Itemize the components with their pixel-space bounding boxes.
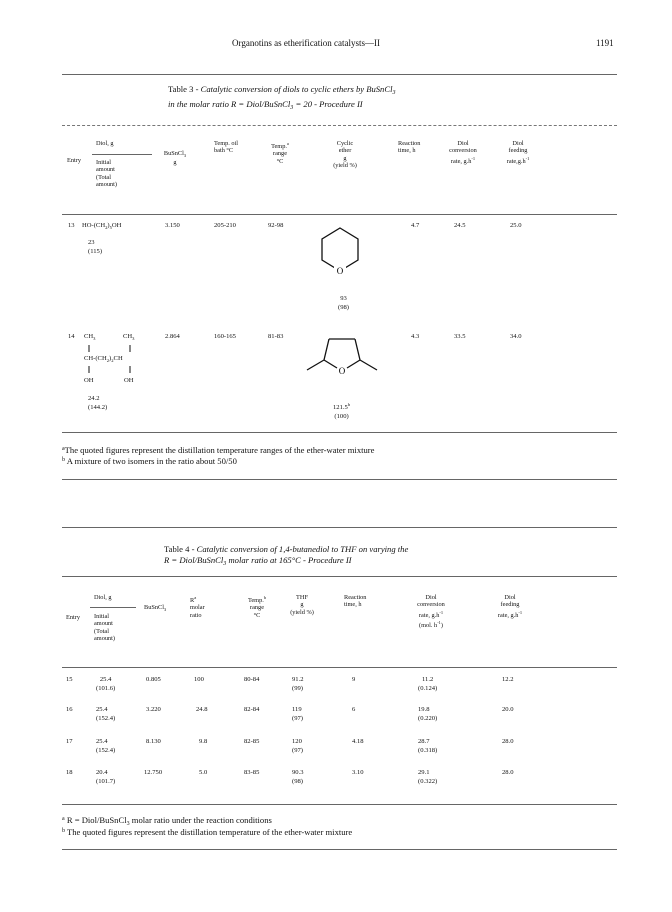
tetrahydropyran-structure [310, 222, 370, 286]
t3-header-entry: Entry [67, 157, 81, 164]
table3-caption [168, 84, 395, 114]
t3-footnote-b: $^b$ A mixture of two isomers in the ratio about 50/50 [62, 456, 237, 466]
t3-row13-conversion: 24.5 [454, 222, 466, 229]
t4-h-thf-3: (yield %) [290, 608, 314, 616]
t4-header-initial [94, 613, 115, 643]
thf-bond-right [355, 339, 360, 360]
t3-header-temp-oil: Temp. oil bath °C [214, 140, 239, 155]
t3-row14-entry: 14 [68, 333, 75, 340]
t4-row17-conv: 28.7 (0.318) [418, 738, 438, 754]
t3-row14-conversion: 33.5 [454, 333, 466, 340]
t4-header-temp: Temp.$^b$ range °C [247, 595, 267, 619]
t3-header-feeding: Diol feeding $rate,g.h^{-1}$ [506, 140, 530, 165]
t3-h-amount: amount [96, 166, 115, 174]
t4-row16-initial: 25.4 (152.4) [96, 706, 116, 722]
t4-row16-thf: 119 (97) [292, 706, 303, 722]
t3-row13-ether: 93 (98) [338, 295, 349, 311]
table4-caption-sub: 3 [223, 561, 227, 567]
t4-h-conv-4: (mol. h [419, 622, 438, 630]
t4-header-thf: THF g (yield %) [290, 594, 314, 616]
t4-bottom-rule [62, 804, 617, 805]
t4-header-diol: Diol, g [94, 594, 112, 601]
t4-h-total2: amount) [94, 635, 115, 643]
t3-header-temp-range: Temp.$^a$ range °C [271, 141, 289, 165]
t4-row16-r: 24.8 [196, 706, 208, 713]
t4-header-conversion: Diol conversion rate, $g.h^{-1}$ (mol. $h^{-1}$) [417, 594, 445, 630]
t4-row15-initial: 25.4 (101.6) [96, 676, 116, 692]
t4-row18-initial: 20.4 (101.7) [96, 769, 116, 785]
t4-row17-entry: 17 [66, 738, 73, 745]
t3-header-diol-underline [92, 154, 152, 155]
t4-row16-temp: 82-84 [244, 706, 260, 713]
t4-row18-busncl: 12.750 [144, 769, 163, 776]
t4-h-temp-3: °C [253, 611, 261, 619]
t4-row17-total: (152.4) [96, 747, 116, 754]
t4-h-r-3: ratio [190, 611, 202, 619]
t3-row14-feeding: 34.0 [510, 333, 522, 340]
t3-row14-time: 4.3 [411, 333, 420, 340]
t4-row18-conv-mol: (0.322) [418, 778, 438, 785]
methyl-left [307, 360, 324, 370]
t3-header-reaction: Reaction time, h [398, 140, 421, 155]
t3-h-reaction-2: time, h [398, 147, 416, 155]
t4-row18-entry: 18 [66, 769, 73, 776]
t3-row13-busncl: 3.150 [165, 222, 180, 229]
t4-row18-thf: 90.3 (98) [292, 769, 304, 785]
t4-row16-conv-mol: (0.220) [418, 715, 438, 722]
t3-row13-temp-oil: 205-210 [214, 222, 236, 229]
page-number: 1191 [596, 38, 614, 48]
t4-row15-temp: 80-84 [244, 676, 260, 683]
t4-header-r: $R^a$ molar ratio [190, 595, 205, 619]
t4-row15-conv: 11.2 (0.124) [418, 676, 438, 692]
t4-h-feed-2: feeding [500, 601, 520, 609]
t3-row14-initial: 24.2 (144.2) [88, 395, 108, 411]
t3-header-bottom-rule [62, 214, 617, 215]
t4-row18-r: 5.0 [199, 769, 208, 776]
t4-footnote-b: $^b$ The quoted figures represent the distillation temperature of the ether-water mixture [62, 827, 353, 837]
t4-h-total: (Total [94, 627, 109, 635]
t4-header-reaction: Reaction time, h [344, 594, 367, 609]
t4-end-rule [62, 849, 617, 850]
t3-h-temp-range-2: range [273, 150, 287, 158]
t4-row16-feed: 20.0 [502, 706, 514, 713]
t3-row14-total: (144.2) [88, 404, 108, 411]
t4-row17-feed: 28.0 [502, 738, 514, 745]
table4-caption-line1: - Catalytic conversion of 1,4-butanediol to THF on varying the [189, 544, 409, 554]
table4-header-top-rule [62, 576, 617, 577]
t3-header-cyclic: Cyclic ether g (yield %) [333, 140, 357, 170]
t4-row18-temp: 83-85 [244, 769, 260, 776]
t3-row14-oh-right: OH [124, 377, 134, 384]
table3-caption-sub2: 3 [290, 105, 294, 111]
t3-h-temp-range-3: °C [276, 157, 284, 165]
t4-h-temp-2: range [250, 604, 264, 612]
t3-h-conv-2: conversion [449, 147, 477, 155]
t3-row13-feeding: 25.0 [510, 222, 522, 229]
t4-row16-entry: 16 [66, 706, 73, 713]
t4-row15-time: 9 [352, 676, 356, 683]
running-title: Organotins as etherification catalysts—II [232, 38, 381, 48]
t4-header-bottom-rule [62, 667, 617, 668]
t3-row13-yield: (98) [338, 304, 349, 311]
t4-row15-conv-mol: (0.124) [418, 685, 438, 692]
dimethyl-tetrahydrofuran-structure [297, 332, 387, 382]
t3-h-feed-3: rate,g.h [506, 157, 526, 165]
t3-row14-temp-range: 81-83 [268, 333, 284, 340]
table3-top-rule [62, 74, 617, 75]
t4-row18-yield: (98) [292, 778, 303, 785]
t4-h-thf-2: g [300, 601, 304, 609]
t3-header-initial [96, 159, 117, 189]
table3-caption-line2-end: = 20 - Procedure II [293, 99, 363, 109]
thf-bond-lo [324, 360, 337, 368]
t4-h-conv-3: rate, g.h [418, 611, 440, 619]
t3-row13-temp-range: 92-98 [268, 222, 284, 229]
t4-row16-yield: (97) [292, 715, 303, 722]
t3-row13-total: (115) [88, 248, 103, 255]
t4-row15-entry: 15 [66, 676, 73, 683]
t4-row17-r: 9.8 [199, 738, 208, 745]
table3-label: Table 3 [168, 84, 194, 94]
t4-row15-busncl: 0.805 [146, 676, 161, 683]
t4-row16-time: 6 [352, 706, 356, 713]
t4-header-busncl: BuSnCl$_3$ [144, 604, 167, 612]
table3-caption-line2: in the molar ratio R = Diol/BuSnCl [168, 99, 291, 109]
t3-h-total: (Total [96, 173, 111, 181]
t3-row14-backbone: $CH-(CH_2)_2CH$ [84, 355, 123, 363]
t4-h-reaction-2: time, h [344, 601, 362, 609]
t3-h-temp-oil-2: bath °C [214, 147, 234, 155]
t3-row14-ch3-right: $CH_3$ [123, 333, 135, 341]
thf-bond-left [324, 339, 329, 360]
t3-row13-time: 4.7 [411, 222, 420, 229]
t4-row17-time: 4.18 [352, 738, 364, 745]
t3-row14-ch3-left: $CH_3$ [84, 333, 96, 341]
thf-bond-ro [347, 360, 360, 368]
t4-h-feed-3: rate, g.h [497, 611, 519, 619]
t3-h-cyclic-3: g [343, 154, 347, 162]
t3-h-cyclic-4: (yield %) [333, 162, 357, 170]
t4-footnote-a: $^a$ R = Diol/BuSnCl$_3$ molar ratio under the reaction conditions [62, 815, 272, 827]
t4-row15-total: (101.6) [96, 685, 116, 692]
t3-h-feed-2: feeding [508, 147, 528, 155]
thf-oxygen-label: O [338, 366, 346, 376]
t3-row13-diol: $HO-(CH_2)_5OH$ [82, 222, 122, 230]
t4-row16-conv: 19.8 (0.220) [418, 706, 438, 722]
t4-row18-feed: 28.0 [502, 769, 514, 776]
t4-row15-feed: 12.2 [502, 676, 514, 683]
t3-h-total2: amount) [96, 181, 117, 189]
table4-label: Table 4 [164, 544, 190, 554]
t4-row16-total: (152.4) [96, 715, 116, 722]
t3-header-conversion: Diol conversion rate, $g.h^{-1}$ [449, 140, 477, 165]
t4-h-initial: Initial [94, 613, 110, 620]
t4-header-entry: Entry [66, 614, 80, 621]
table4-caption-line2: R = Diol/BuSnCl [164, 555, 224, 565]
t3-h-initial: Initial [96, 159, 112, 166]
t3-h-cyclic-2: ether [338, 147, 352, 155]
t3-row14-busncl: 2.864 [165, 333, 180, 340]
t3-h-busncl-unit: g [173, 159, 177, 167]
t4-row18-total: (101.7) [96, 778, 116, 785]
t4-row17-yield: (97) [292, 747, 303, 754]
t4-header-diol-underline [90, 607, 136, 608]
t3-row13-initial: 23 (115) [88, 239, 103, 255]
table4-top-rule [62, 527, 617, 528]
t3-bottom-rule [62, 432, 617, 433]
t4-row17-thf: 120 (97) [292, 738, 303, 754]
table4-caption [164, 544, 408, 570]
t4-row18-time: 3.10 [352, 769, 364, 776]
t4-row15-thf: 91.2 (99) [292, 676, 304, 692]
t3-row14-temp-oil: 160-165 [214, 333, 236, 340]
t4-row17-busncl: 8.130 [146, 738, 161, 745]
table4-caption-line2-end: molar ratio at 165°C - Procedure II [226, 555, 352, 565]
t4-row17-conv-mol: (0.318) [418, 747, 438, 754]
t3-row14-ether: 121.5$^b$ (100) [333, 402, 351, 420]
t4-row15-r: 100 [194, 676, 204, 683]
t4-h-amount: amount [94, 620, 113, 628]
pyran-ring [322, 228, 358, 271]
t3-row14-oh-left: OH [84, 377, 94, 384]
table3-header-top-rule [62, 125, 617, 126]
t4-row16-busncl: 3.220 [146, 706, 161, 713]
t4-row17-temp: 82-85 [244, 738, 260, 745]
t3-header-busncl: BuSnCl$_3$ g [163, 150, 187, 167]
t3-footnote-a: $^a$The quoted figures represent the distillation temperature ranges of the ether-water mixture [62, 445, 375, 455]
table3-caption-sub1: 3 [392, 90, 396, 96]
table3-caption-line1: - Catalytic conversion of diols to cyclic ethers by BuSnCl [193, 84, 393, 94]
t4-h-conv-2: conversion [417, 601, 445, 609]
t4-row17-initial: 25.4 (152.4) [96, 738, 116, 754]
t3-row14-yield: (100) [334, 413, 349, 420]
pyran-oxygen-label: O [336, 266, 344, 276]
methyl-right [360, 360, 377, 370]
t4-h-r-2: molar [190, 604, 205, 612]
t3-h-conv-3: rate, g.h [450, 157, 472, 165]
t3-row13-entry: 13 [68, 222, 75, 229]
t3-header-diol: Diol, g [96, 140, 114, 147]
t4-row18-conv: 29.1 (0.322) [418, 769, 438, 785]
t3-end-rule [62, 479, 617, 480]
t4-row15-yield: (99) [292, 685, 303, 692]
t4-header-feeding: Diol feeding rate, $g.h^{-1}$ [497, 594, 523, 619]
